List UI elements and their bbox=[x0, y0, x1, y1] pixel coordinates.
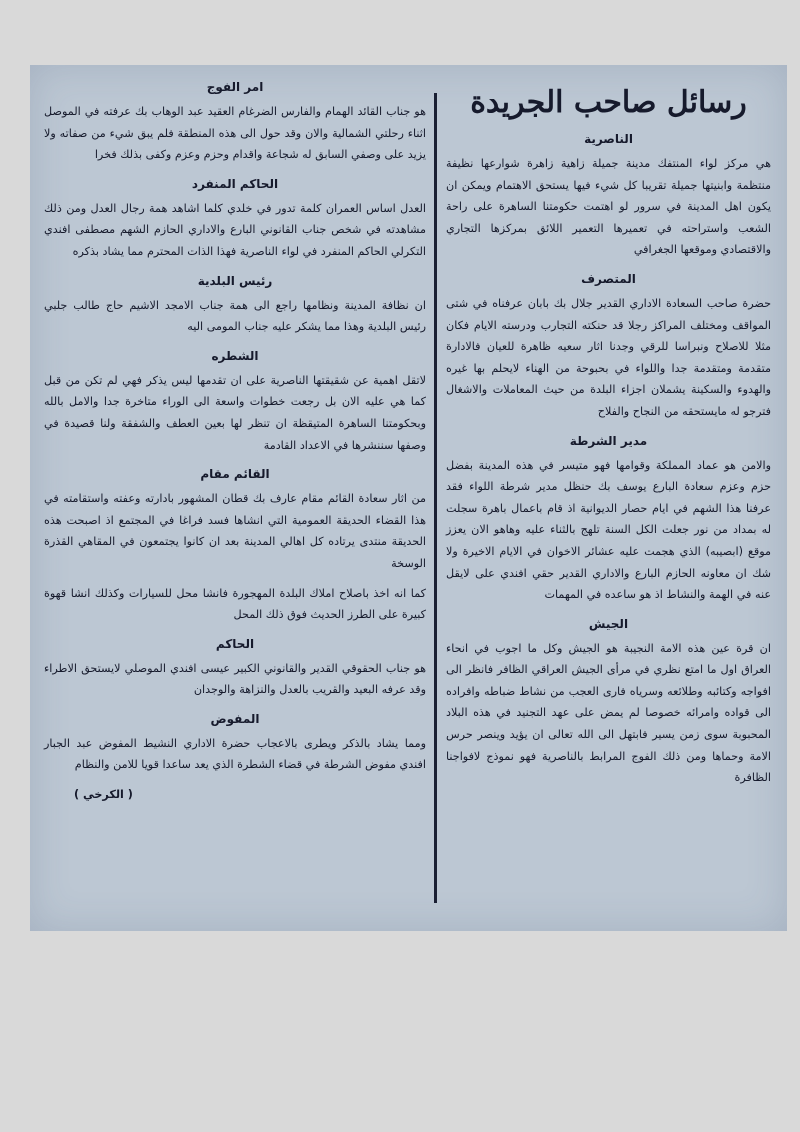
section-heading-army: الجيش bbox=[588, 616, 629, 631]
section-text-police-director: والامن هو عماد المملكة وقوامها فهو متيسر في هذه المدينة بفضل حزم وعزم سعادة البارع يوسف بك حنظل مدير شرطة اللواء فقد عرفنا هذا الشهم في ايام حصار الديوانية اذ قام باعمال باهرة سجلت له بمداد من نور جعلت الكل السنة تلهج بالثناء عليه وهاهو الان يعزز موقع (ابصيبه) الذي هجمت عليه عشائر الاخوان في الايام الاخيرة ولا شك ان معاونه الحازم البارع والاداري القدير حقي افندي على لايقل عنه في الهمة والنشاط اذ هو ساعده في المهمات bbox=[446, 458, 771, 602]
section-text-mayor: ان نظافة المدينة ونظامها راجع الى همة جناب الامجد الاشيم حاج طالب جلبي رئيس البلدية وهذا مما يشكر عليه جناب المومى اليه bbox=[44, 298, 426, 334]
section-heading-single-judge: الحاكم المنفرد bbox=[191, 176, 279, 191]
section-heading-police-director: مدير الشرطة bbox=[569, 433, 648, 448]
section-text-commissioner: ومما يشاد بالذكر ويطرى بالاعجاب حضرة الاداري النشيط المفوض عبد الجبار افندي مفوض الشرطة في قضاء الشطرة الذي يعد ساعدا قويا للامن والنظام bbox=[44, 736, 426, 772]
section-text-mutasarrif: حضرة صاحب السعادة الاداري القدير جلال بك بابان عرفناه في شتى المواقف ومختلف المراكز رجلا قد حنكته التجارب ودرسته الايام فكان مثلا للاصلاح ونبراسا للرقي وجدنا اثار سعيه ظاهرة للعيان فالادارة متقدمة ومتقدمة جدا واللواء في بحبوحة من الهناء لايحلم بها غيره والهدوء والسكينة يشملان اجزاء البلدة من حيث المعاملات والاشغال فترجو له مايستحقه من النجاح والفلاح bbox=[446, 296, 771, 418]
section-heading-mayor: رئيس البلدية bbox=[197, 273, 273, 288]
right-column bbox=[446, 73, 771, 797]
section-text-qaimmaqam: من اثار سعادة القائم مقام عارف بك قطان المشهور بادارته وعفته واستقامته في هذا القضاء الحديقة العمومية التي انشاها فسد فراغا في المجتمع اذ اصبحت هذه الحديقة منتدى يرتاده كل اهالي المدينة بعد ان كانوا يجتمعون في المقاهي القذرة الوسخة bbox=[44, 492, 426, 570]
section-heading-mutasarrif: المتصرف bbox=[581, 271, 636, 286]
masthead-title: رسائل صاحب الجريدة bbox=[470, 85, 747, 120]
section-text-regiment-commander: هو جناب القائد الهمام والفارس الضرغام العقيد عبد الوهاب بك عرفته في الموصل اثناء رحلتي الشمالية والان وقد حول الى هذه المنطقة فلم يبق شيء من صفاته ولا يزيد على وصفي السابق له شجاعة واقدام وحزم وعزم وكفى بذلك فخرا bbox=[44, 105, 426, 162]
section-text-army: ان قرة عين هذه الامة النجيبة هو الجيش وكل ما اجوب في انحاء العراق اول ما امتع نظري في مرأى الجيش العراقي الظافر فانظر الى افواجه وكتائبه وطلائعه وسرياه فارى العجب من نشاط ضباطه وافراده الى قواده وامرائه خصوصا لم يمض على عهد التجنيد في هذه البلاد المحبوبة سوى زمن يسير فابتهل الى الله تعالى ان يؤيد وينصر حرس الامة وحماها ومن ذلك الفوج المرابط بالناصرية فهو نموذج لافواجنا الظافرة bbox=[446, 641, 771, 785]
author-signature: ( الكرخي ) bbox=[74, 788, 133, 802]
column-divider bbox=[434, 93, 437, 903]
section-heading-commissioner: المفوض bbox=[210, 711, 260, 726]
section-heading-regiment-commander: امر الفوج bbox=[206, 80, 264, 94]
section-text-judge: هو جناب الحقوقي القدير والقانوني الكبير عيسى افندي الموصلي لايستحق الاطراء وقد عرفه البعيد والقريب بالعدل والنزاهة والوجدان bbox=[44, 661, 426, 697]
section-heading-qaimmaqam: القائم مقام bbox=[200, 467, 270, 482]
section-text-qaimmaqam-2: كما انه اخذ باصلاح املاك البلدة المهجورة فانشا محل للسيارات وكذلك انشا قهوة كبيرة على الطرز الحديث فوق ذلك المحل bbox=[44, 586, 426, 622]
section-text-shatra: لاتقل اهمية عن شقيقتها الناصرية على ان تقدمها ليس يذكر فهي لم تكن من قبل كما هي عليه الان بل رجعت خطوات واسعة الى الوراء متاخرة جدا والامل بالله وبحكومتنا الساهرة المتيقظة ان تنظر لها بعين العطف والشفقة ولنا قصيدة في وصفها سننشرها في الاعداد القادمة bbox=[44, 373, 426, 452]
section-heading-judge: الحاكم bbox=[215, 636, 255, 651]
newspaper-page bbox=[30, 65, 787, 931]
section-text-nasiriya: هي مركز لواء المنتفك مدينة جميلة زاهية زاهرة شوارعها نظيفة منتظمة وابنيتها جميلة تقريبا كل شيء فيها يستحق الاهتمام ويمكن ان يكون اهل المدينة في سرور لو اهتمت حكومتنا الساهرة على راحة الشعب واستراحته في تعميرها التعمير اللائق بمركزها التجاري والاقتصادي وموقعها الجغرافي bbox=[446, 157, 771, 257]
left-column bbox=[44, 73, 426, 806]
section-heading-nasiriya: الناصرية bbox=[584, 132, 633, 146]
section-text-single-judge: العدل اساس العمران كلمة تدور في خلدي كلما اشاهد همة رجال العدل ومن ذلك مشاهدته في شخص جناب القانوني البارع والاداري الحازم الشهم مصطفى افندي التكرلي الحاكم المنفرد في لواء الناصرية فهذا الذات المحترم مما يشاد بذكره bbox=[44, 201, 426, 258]
section-heading-shatra: الشطره bbox=[211, 348, 259, 363]
